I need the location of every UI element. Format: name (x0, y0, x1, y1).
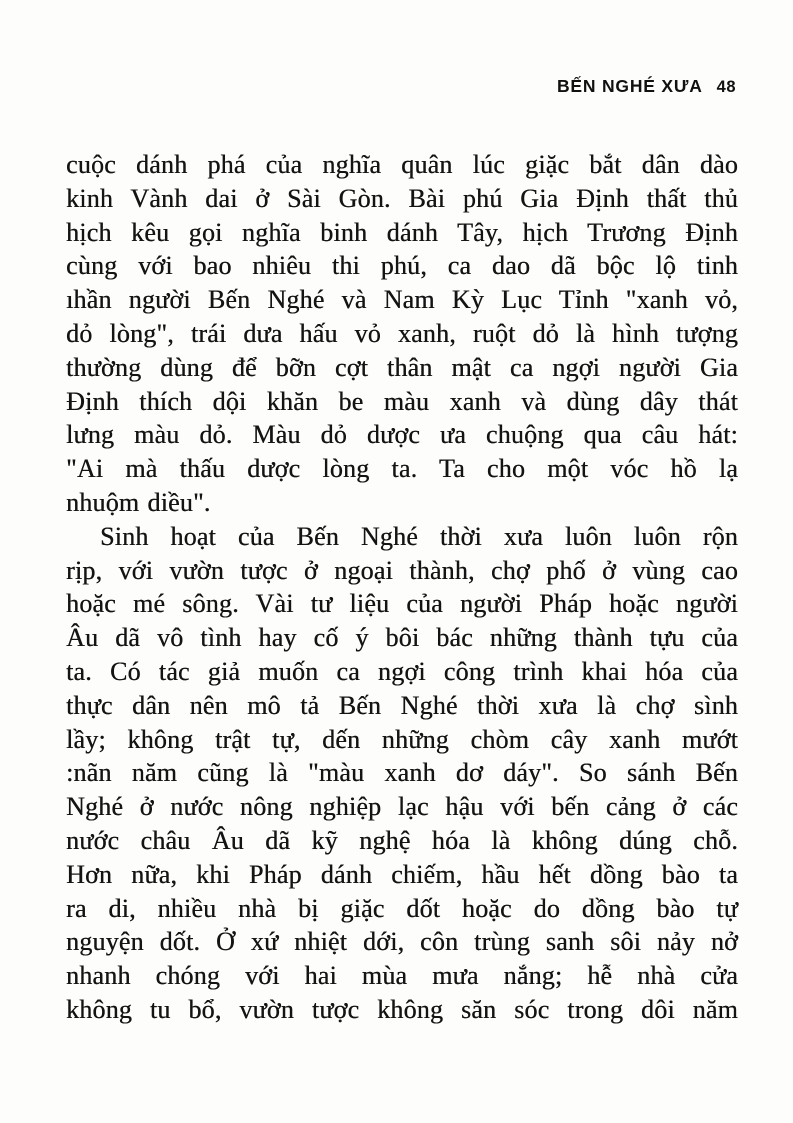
running-header-title: BẾN NGHÉ XƯA (556, 76, 703, 96)
text-line: ra di, nhiều nhà bị giặc dốt hoặc do dồng bào tự (66, 893, 738, 923)
text-line: Sinh hoạt của Bến Nghé thời xưa luôn luôn rộn (100, 521, 738, 551)
text-line: nguyện dốt. Ở xứ nhiệt dới, côn trùng sanh sôi nảy nở (66, 927, 738, 957)
page-number: 48 (716, 78, 736, 96)
text-line: lầy; không trật tự, dến những chòm cây xanh mướt (66, 724, 738, 754)
text-line: nước châu Âu dã kỹ nghệ hóa là không dúng chỗ. (66, 825, 738, 855)
text-line: thường dùng để bỡn cợt thân mật ca ngợi người Gia (66, 352, 738, 382)
paragraph (66, 148, 738, 520)
text-line: :nãn năm cũng là "màu xanh dơ dáy". So sánh Bến (66, 758, 738, 788)
text-line: dỏ lòng", trái dưa hấu vỏ xanh, ruột dỏ là hình tượng (66, 318, 738, 348)
text-line: nhanh chóng với hai mùa mưa nắng; hễ nhà cửa (66, 961, 738, 991)
text-line: hoặc mé sông. Vài tư liệu của người Pháp hoặc người (66, 589, 738, 619)
text-line: lưng màu dỏ. Màu dỏ dược ưa chuộng qua câu hát: (66, 420, 738, 450)
text-line: cuộc dánh phá của nghĩa quân lúc giặc bắt dân dào (66, 150, 738, 179)
text-line: ta. Có tác giả muốn ca ngợi công trình khai hóa của (66, 656, 738, 686)
text-line: "Ai mà thấu dược lòng ta. Ta cho một vóc hồ lạ (66, 454, 738, 484)
text-line: hịch kêu gọi nghĩa binh dánh Tây, hịch Trương Định (66, 217, 738, 247)
text-line: Nghé ở nước nông nghiệp lạc hậu với bến cảng ở các (66, 792, 738, 822)
text-line: Định thích dội khăn be màu xanh và dùng dây thát (66, 386, 738, 416)
text-line: Hơn nữa, khi Pháp dánh chiếm, hầu hết dồng bào ta (66, 859, 738, 889)
text-line: ıhần người Bến Nghé và Nam Kỳ Lục Tỉnh "xanh vỏ, (66, 285, 738, 315)
text-line: nhuộm diều". (66, 487, 211, 517)
text-line: thực dân nên mô tả Bến Nghé thời xưa là chợ sình (66, 690, 738, 720)
text-line: không tu bổ, vườn tược không săn sóc trong dôi năm (66, 994, 738, 1024)
text-line: cùng với bao nhiêu thi phú, ca dao dã bộc lộ tinh (66, 251, 738, 281)
text-line: rịp, với vườn tược ở ngoại thành, chợ phố ở vùng cao (66, 555, 738, 585)
text-line: Âu dã vô tình hay cố ý bôi bác những thành tựu của (66, 623, 738, 653)
text-line: kinh Vành dai ở Sài Gòn. Bài phú Gia Định thất thủ (66, 183, 738, 213)
running-header (557, 76, 736, 97)
body-text (66, 148, 738, 1027)
paragraph (66, 520, 738, 1027)
